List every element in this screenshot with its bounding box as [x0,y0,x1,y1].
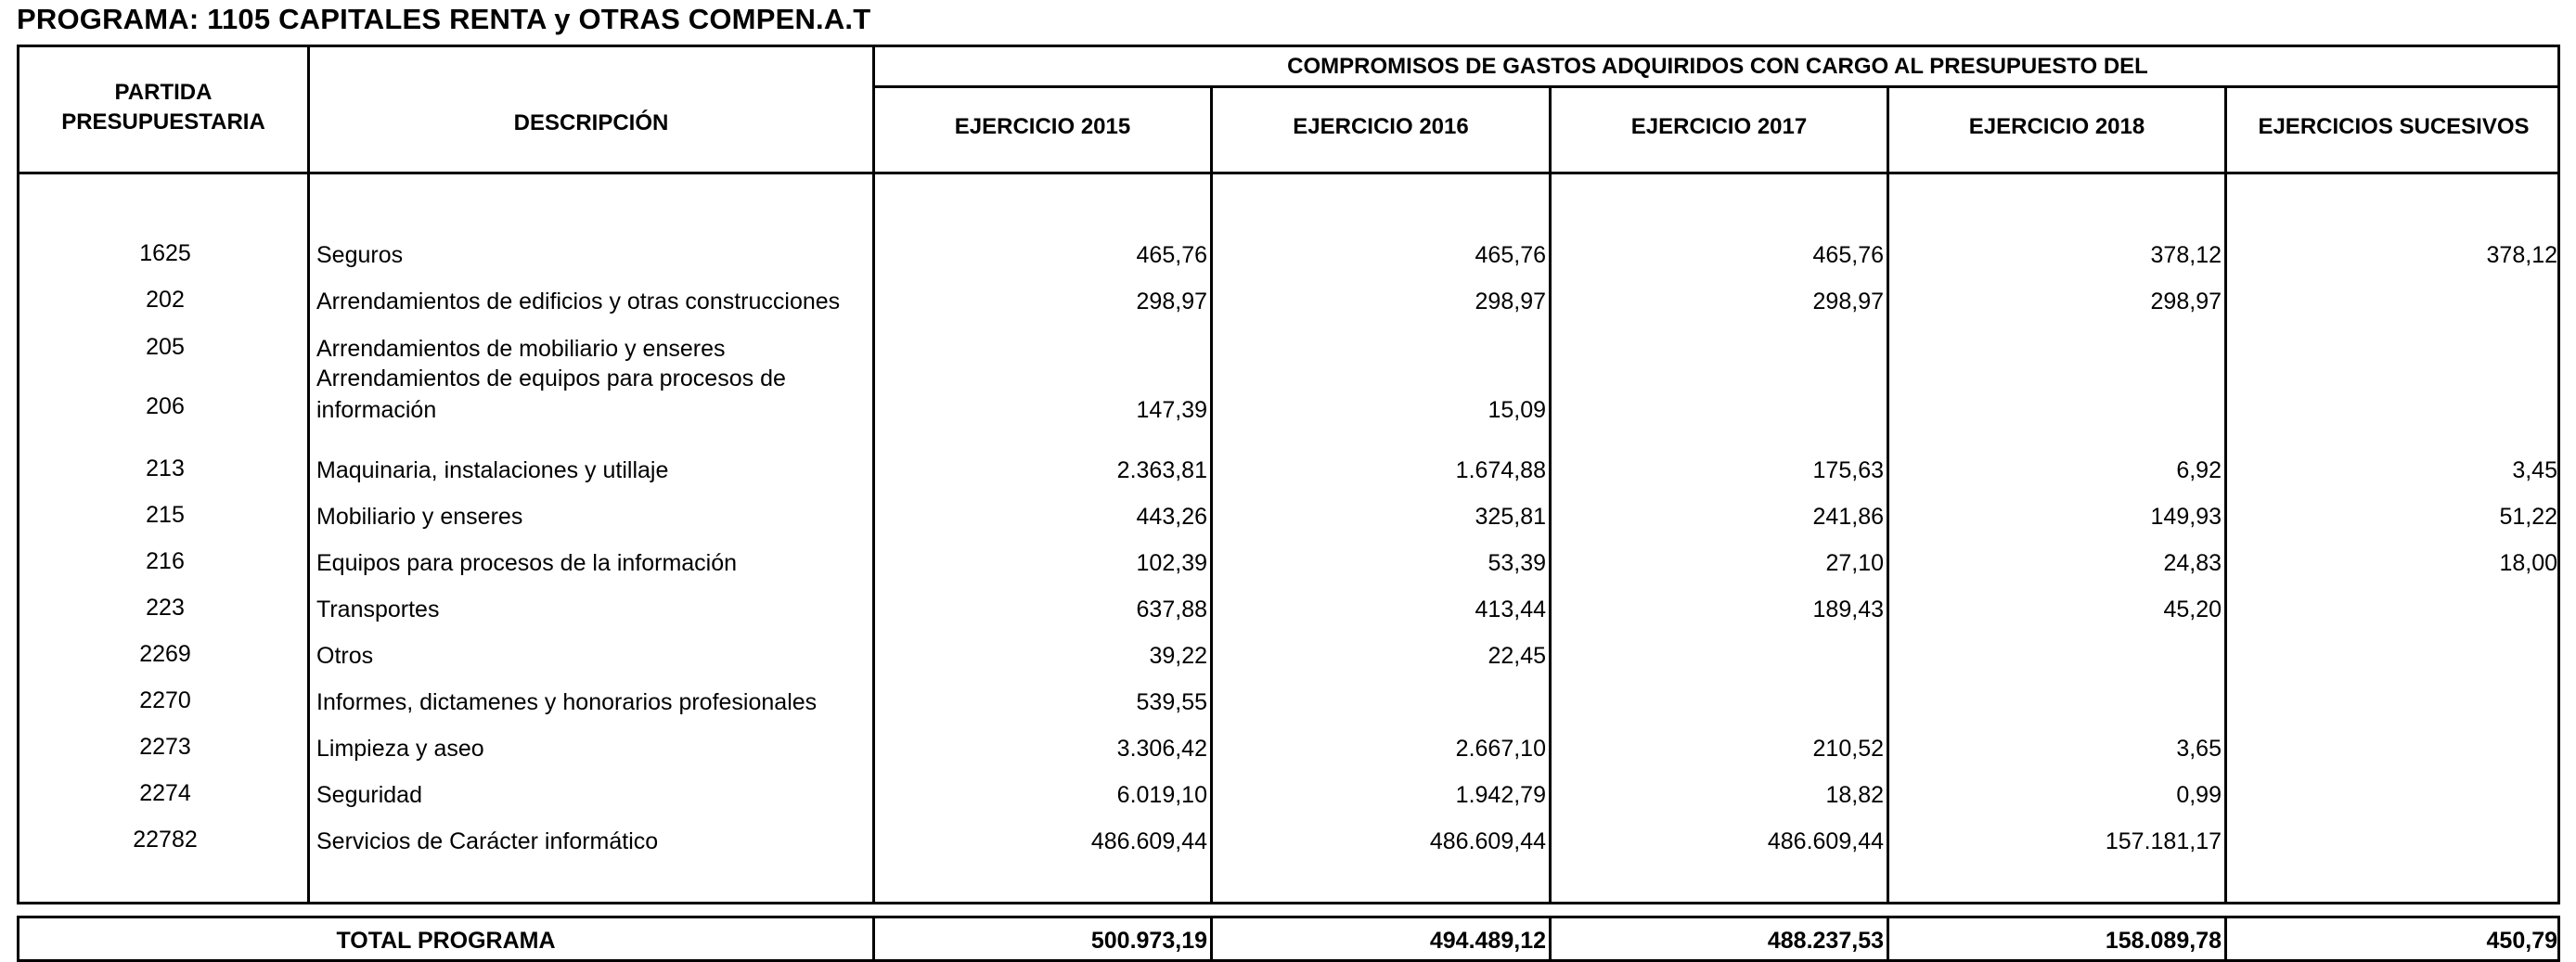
total-sucesivos: 450,79 [2486,928,2557,954]
partida-description: Otros [316,643,374,669]
header-divider [872,85,2560,88]
partida-code: 216 [146,548,185,574]
amount-cell: 486.609,44 [1767,828,1884,854]
partida-code: 2274 [139,780,191,806]
amount-cell: 27,10 [1825,550,1884,576]
partida-code: 202 [146,287,185,313]
partida-description: Arrendamientos de mobiliario y enseres [316,336,726,362]
partida-code: 1625 [139,240,191,266]
header-year-2017: EJERCICIO 2017 [1630,114,1808,139]
amount-cell: 465,76 [1475,242,1546,268]
header-year-2016: EJERCICIO 2016 [1293,114,1469,139]
amount-cell: 175,63 [1812,457,1884,483]
partida-code: 2270 [139,687,191,713]
partida-description: Limpieza y aseo [316,736,484,762]
amount-cell: 1.674,88 [1455,457,1546,483]
partida-description: Arrendamientos de equipos para procesos de información [316,366,786,423]
header-partida-line2: PRESUPUESTARIA [61,109,265,135]
partida-description: Informes, dictamenes y honorarios profesionales [316,689,818,715]
amount-cell: 3,65 [2176,736,2222,762]
partida-description: Arrendamientos de edificios y otras construcciones [316,289,841,314]
amount-cell: 298,97 [2150,289,2222,314]
amount-cell: 189,43 [1812,596,1884,622]
partida-description: Servicios de Carácter informático [316,828,659,854]
partida-code: 223 [146,595,185,621]
amount-cell: 102,39 [1136,550,1207,576]
partida-description: Transportes [316,596,440,622]
amount-cell: 2.363,81 [1116,457,1207,483]
amount-cell: 18,82 [1825,782,1884,808]
amount-cell: 486.609,44 [1429,828,1546,854]
header-partida-line1: PARTIDA [114,80,213,105]
partida-code: 22782 [133,827,198,853]
partida-code: 2269 [139,641,191,667]
header-partida [19,78,307,137]
total-2015: 500.973,19 [1090,928,1207,954]
amount-cell: 298,97 [1812,289,1884,314]
header-year-2018: EJERCICIO 2018 [1968,114,2145,139]
partida-description: Seguros [316,242,404,268]
amount-cell: 637,88 [1136,596,1207,622]
amount-cell: 51,22 [2499,504,2557,530]
header-years-sucesivos: EJERCICIOS SUCESIVOS [2258,114,2530,139]
amount-cell: 210,52 [1812,736,1884,762]
amount-cell: 0,99 [2176,782,2222,808]
amount-cell: 22,45 [1488,643,1546,669]
amount-cell: 325,81 [1475,504,1546,530]
partida-code: 206 [146,393,185,419]
amount-cell: 298,97 [1475,289,1546,314]
amount-cell: 157.181,17 [2105,828,2222,854]
amount-cell: 6,92 [2176,457,2222,483]
amount-cell: 15,09 [1488,397,1546,423]
total-label: TOTAL PROGRAMA [336,928,556,954]
partida-code: 213 [146,455,185,481]
amount-cell: 443,26 [1136,504,1207,530]
amount-cell: 3,45 [2512,457,2557,483]
amount-cell: 45,20 [2163,596,2222,622]
partida-description: Seguridad [316,782,422,808]
amount-cell: 18,00 [2499,550,2557,576]
amount-cell: 149,93 [2150,504,2222,530]
partida-description: Mobiliario y enseres [316,504,523,530]
amount-cell: 539,55 [1136,689,1207,715]
amount-cell: 3.306,42 [1116,736,1207,762]
total-2017: 488.237,53 [1767,928,1884,954]
amount-cell: 1.942,79 [1455,782,1546,808]
partida-code: 2273 [139,734,191,760]
amount-cell: 413,44 [1475,596,1546,622]
amount-cell: 147,39 [1136,397,1207,423]
amount-cell: 39,22 [1149,643,1207,669]
amount-cell: 378,12 [2150,242,2222,268]
partida-description: Maquinaria, instalaciones y utillaje [316,457,669,483]
amount-cell: 465,76 [1136,242,1207,268]
header-descripcion: DESCRIPCIÓN [513,110,669,135]
amount-cell: 298,97 [1136,289,1207,314]
header-year-2015: EJERCICIO 2015 [954,114,1131,139]
amount-cell: 53,39 [1488,550,1546,576]
page-title: PROGRAMA: 1105 CAPITALES RENTA y OTRAS COMPEN.A.T [17,3,871,35]
amount-cell: 465,76 [1812,242,1884,268]
total-2018: 158.089,78 [2105,928,2222,954]
header-compromisos: COMPROMISOS DE GASTOS ADQUIRIDOS CON CARGO AL PRESUPUESTO DEL [1287,54,2148,79]
header-bottom-line [17,172,2560,174]
amount-cell: 6.019,10 [1116,782,1207,808]
amount-cell: 486.609,44 [1090,828,1207,854]
partida-description: Equipos para procesos de la información [316,550,738,576]
amount-cell: 378,12 [2486,242,2557,268]
column-divider [2224,87,2227,904]
partida-code: 215 [146,502,185,528]
total-2016: 494.489,12 [1429,928,1546,954]
amount-cell: 24,83 [2163,550,2222,576]
amount-cell: 241,86 [1812,504,1884,530]
amount-cell: 2.667,10 [1455,736,1546,762]
partida-code: 205 [146,334,185,360]
